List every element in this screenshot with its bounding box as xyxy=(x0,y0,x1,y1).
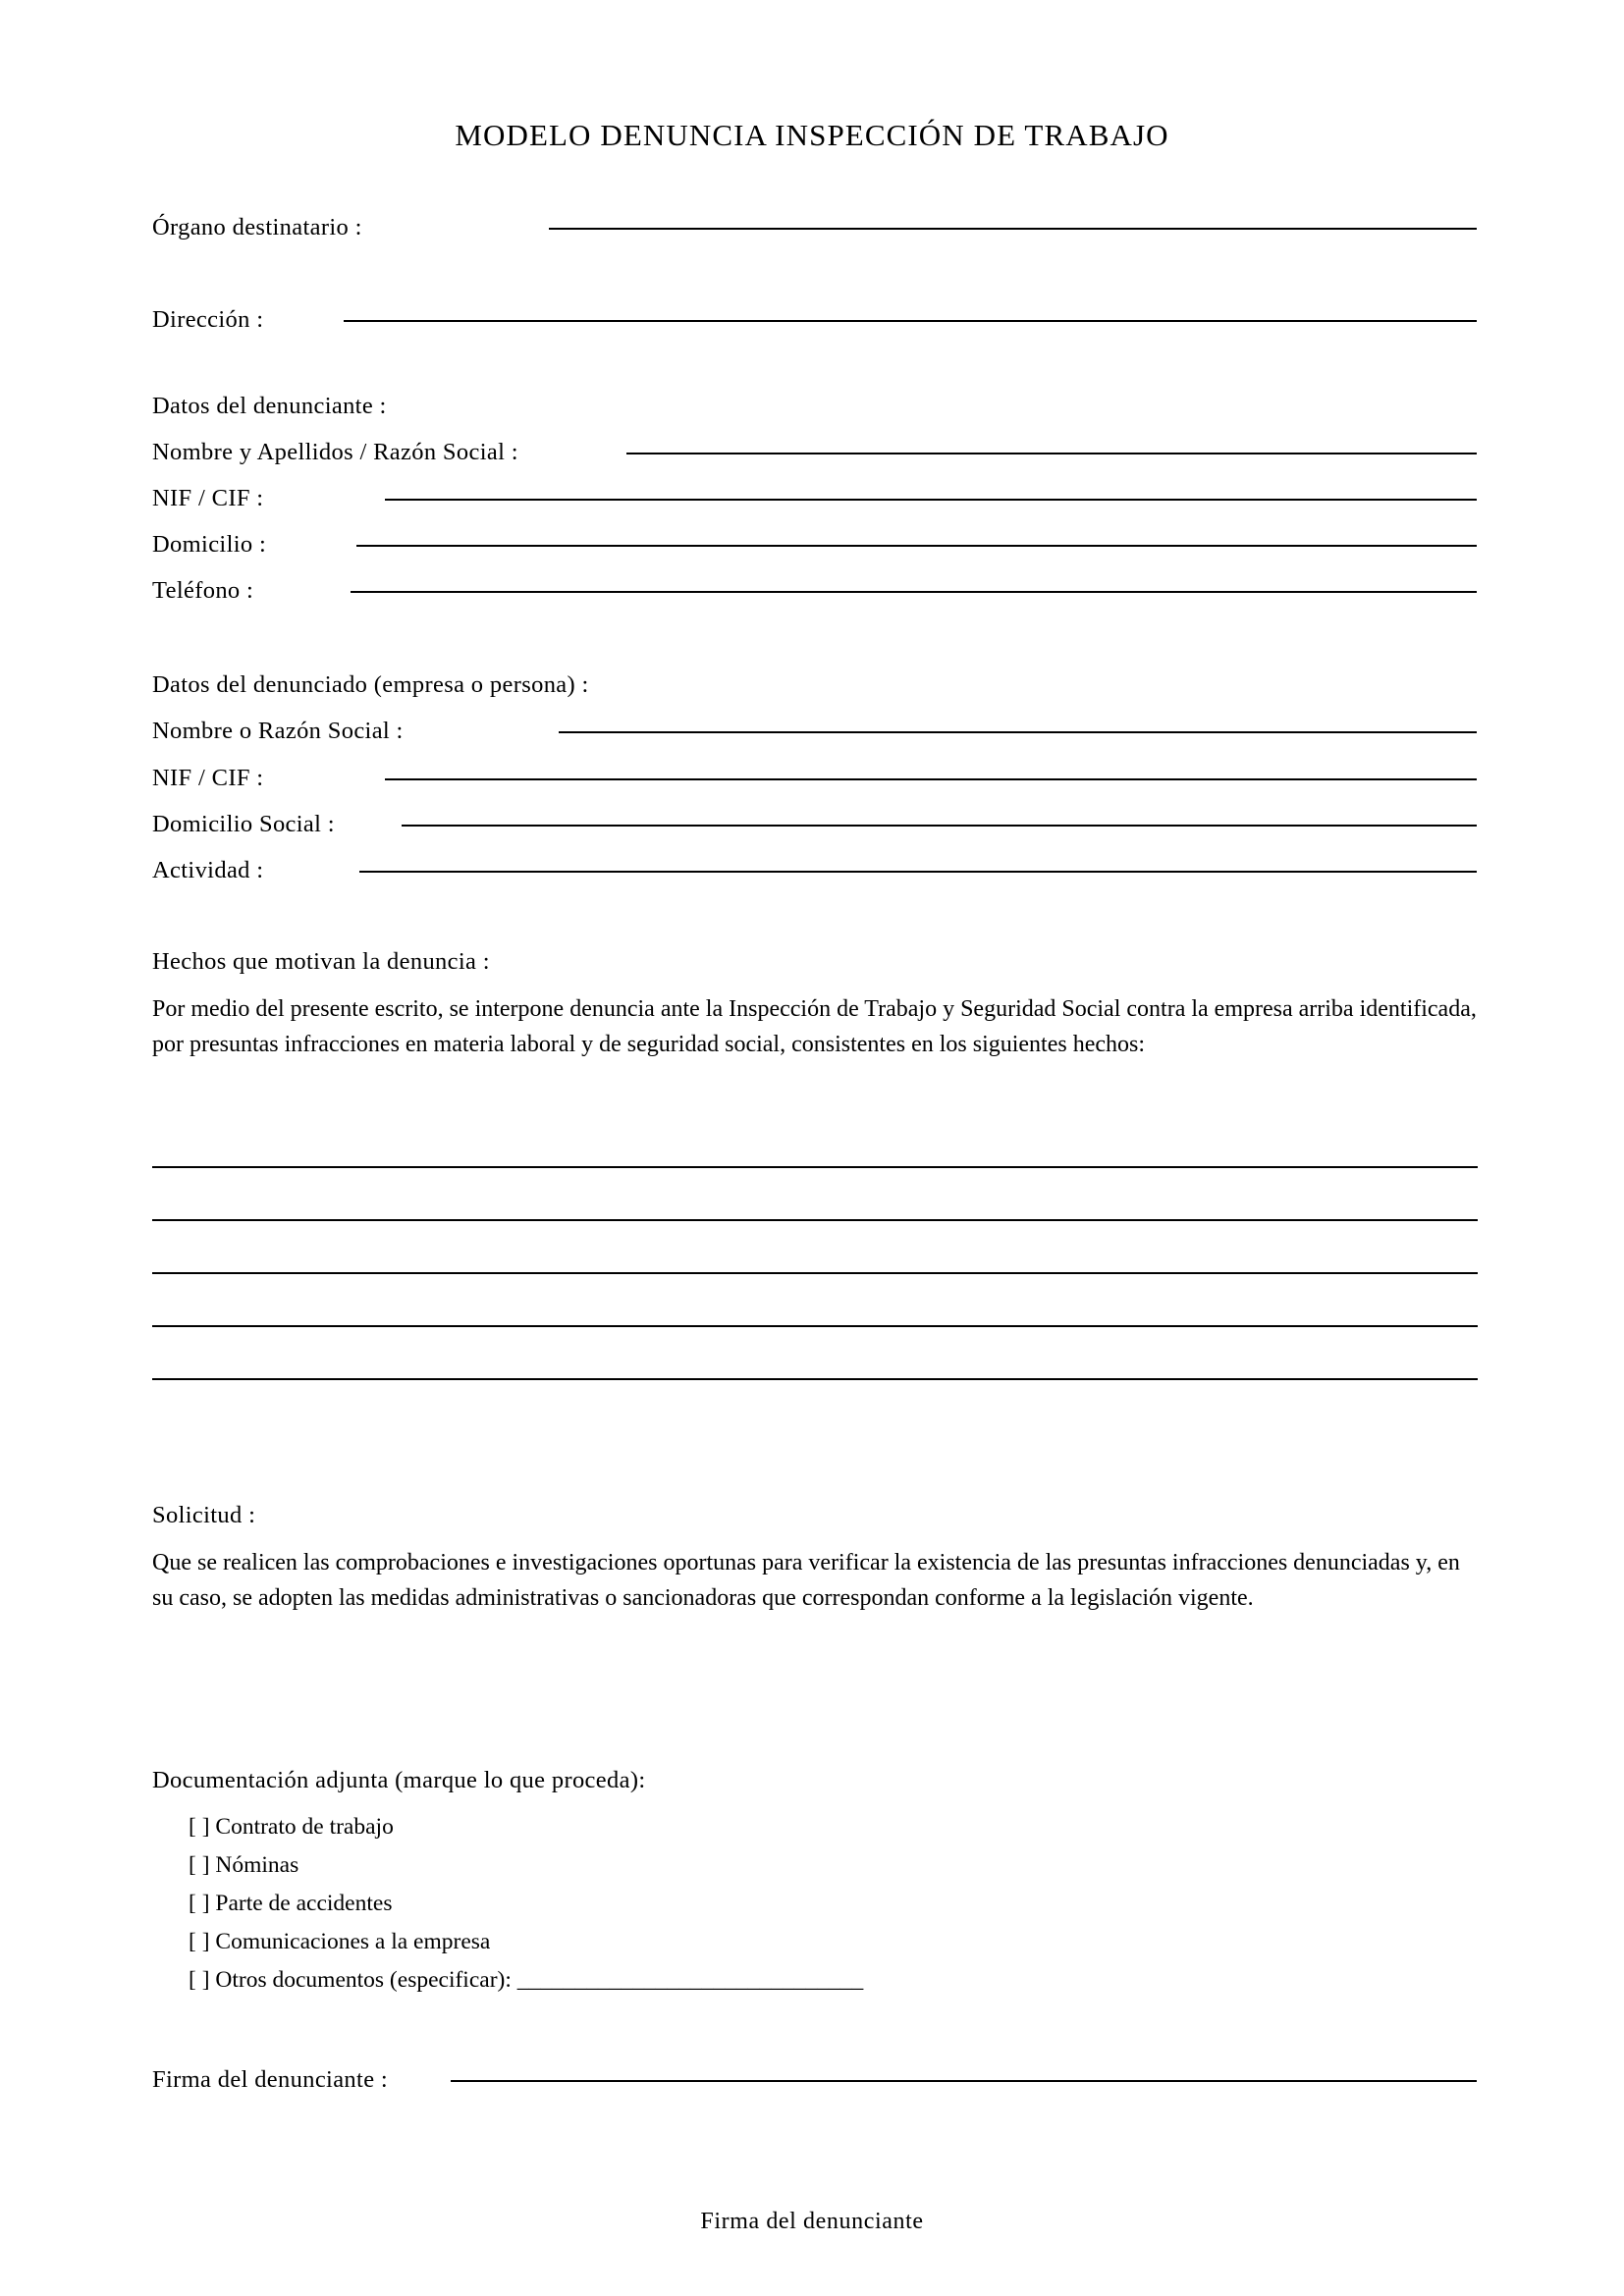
checklist-item-parte-accidentes[interactable]: [ ] Parte de accidentes xyxy=(189,1891,393,1916)
field-nif-cif-denunciante xyxy=(152,485,1477,512)
field-nombre-apellidos xyxy=(152,439,1477,466)
field-input-nombre-razon[interactable] xyxy=(559,730,1477,733)
hechos-write-line[interactable] xyxy=(152,1219,1478,1221)
page-title: MODELO DENUNCIA INSPECCIÓN DE TRABAJO xyxy=(455,118,1169,152)
field-domicilio-denunciante xyxy=(152,531,1477,559)
field-input-organo[interactable] xyxy=(549,227,1477,230)
field-telefono xyxy=(152,577,1477,605)
field-direccion xyxy=(152,306,1477,334)
field-input-domicilio-social[interactable] xyxy=(402,824,1477,827)
field-label-nif-cif-2: NIF / CIF : xyxy=(152,765,264,791)
field-input-nif-cif-1[interactable] xyxy=(385,498,1477,501)
section-label-datos-denunciado: Datos del denunciado (empresa o persona) : xyxy=(152,671,589,698)
field-label-direccion: Dirección : xyxy=(152,306,264,333)
field-label-firma: Firma del denunciante : xyxy=(152,2066,389,2093)
field-label-telefono: Teléfono : xyxy=(152,577,254,604)
footer-firma-denunciante: Firma del denunciante xyxy=(700,2209,924,2234)
field-actividad xyxy=(152,857,1477,884)
checklist-item-nominas[interactable]: [ ] Nóminas xyxy=(189,1852,299,1878)
section-label-documentacion: Documentación adjunta (marque lo que proceda): xyxy=(152,1767,646,1793)
field-label-nombre-razon: Nombre o Razón Social : xyxy=(152,718,404,744)
field-input-nombre-apellidos[interactable] xyxy=(626,452,1477,454)
field-label-nif-cif-1: NIF / CIF : xyxy=(152,485,264,511)
section-label-solicitud: Solicitud : xyxy=(152,1502,256,1528)
field-input-firma[interactable] xyxy=(451,2079,1477,2082)
field-nombre-razon-social xyxy=(152,718,1477,745)
field-label-domicilio: Domicilio : xyxy=(152,531,267,558)
field-input-direccion[interactable] xyxy=(344,319,1477,322)
field-label-actividad: Actividad : xyxy=(152,857,264,883)
hechos-paragraph: Por medio del presente escrito, se interpone denuncia ante la Inspección de Trabajo y Seguridad Social contra la empresa arriba identificada, por presuntas infracciones en materia laboral y de seguridad social, consistentes en los siguientes hechos: xyxy=(152,996,1477,1057)
field-nif-cif-denunciado xyxy=(152,765,1477,792)
solicitud-paragraph: Que se realicen las comprobaciones e investigaciones oportunas para verificar la existencia de las presuntas infracciones denunciadas y, en su caso, se adopten las medidas administrativas o sancionadoras que correspondan conforme a la legislación vigente. xyxy=(152,1550,1460,1611)
field-input-telefono[interactable] xyxy=(351,590,1477,593)
field-firma-denunciante xyxy=(152,2066,1477,2094)
documentacion-checklist xyxy=(189,1808,863,2000)
hechos-write-line[interactable] xyxy=(152,1166,1478,1168)
field-organo-destinatario xyxy=(152,214,1477,241)
hechos-write-line[interactable] xyxy=(152,1272,1478,1274)
field-input-actividad[interactable] xyxy=(359,870,1477,873)
checklist-item-contrato[interactable]: [ ] Contrato de trabajo xyxy=(189,1814,394,1840)
hechos-write-line[interactable] xyxy=(152,1325,1478,1327)
field-input-nif-cif-2[interactable] xyxy=(385,777,1477,780)
field-input-domicilio[interactable] xyxy=(356,544,1477,547)
checklist-item-comunicaciones[interactable]: [ ] Comunicaciones a la empresa xyxy=(189,1929,491,1954)
field-domicilio-social xyxy=(152,811,1477,838)
section-label-hechos: Hechos que motivan la denuncia : xyxy=(152,948,490,975)
hechos-write-line[interactable] xyxy=(152,1378,1478,1380)
field-label-domicilio-social: Domicilio Social : xyxy=(152,811,335,837)
section-label-datos-denunciante: Datos del denunciante : xyxy=(152,393,387,419)
field-label-organo: Órgano destinatario : xyxy=(152,214,362,240)
field-label-nombre-apellidos: Nombre y Apellidos / Razón Social : xyxy=(152,439,518,465)
checklist-item-otros[interactable]: [ ] Otros documentos (especificar): ______________________________ xyxy=(189,1967,864,1993)
